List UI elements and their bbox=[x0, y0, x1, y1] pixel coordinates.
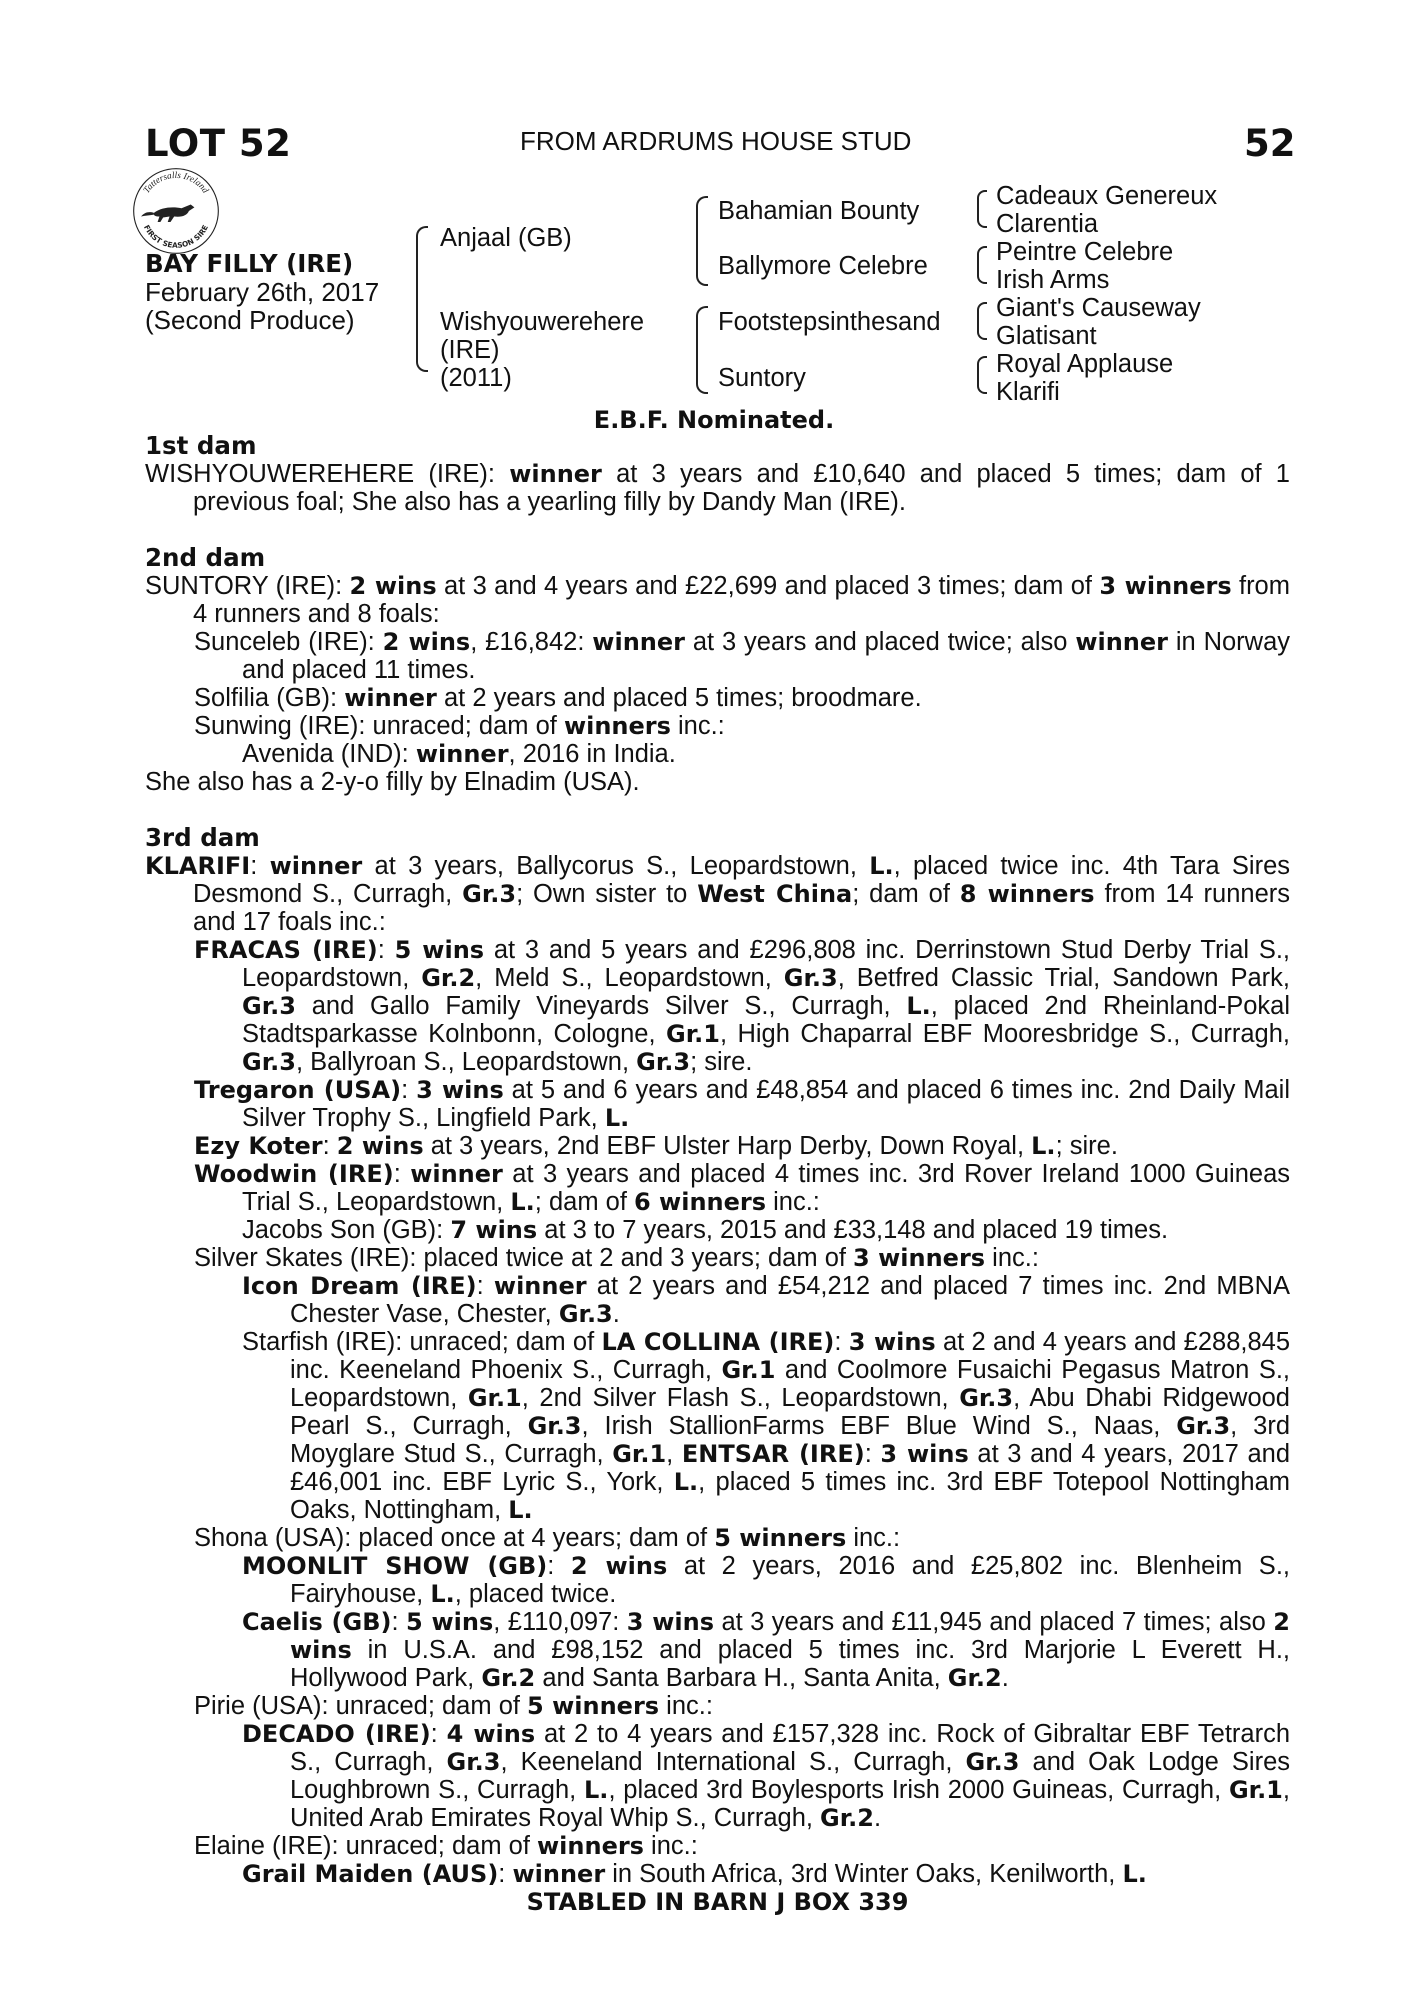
produce-entry: Tregaron (USA): 3 wins at 5 and 6 years and £48,854 and placed 6 times inc. 2nd Daily Mail Silver Trophy S., Lingfield Park, L. bbox=[194, 1076, 1291, 1132]
third-dam-heading: 3rd dam bbox=[145, 823, 260, 852]
produce-entry: Ezy Koter: 2 wins at 3 years, 2nd EBF Ulster Harp Derby, Down Royal, L.; sire. bbox=[194, 1132, 1118, 1160]
brace-g3 bbox=[977, 302, 987, 340]
produce-entry: She also has a 2-y-o filly by Elnadim (USA). bbox=[145, 768, 640, 796]
pedigree-g8: Klarifi bbox=[996, 378, 1060, 406]
second-dam-heading: 2nd dam bbox=[145, 543, 266, 572]
produce-entry: Pirie (USA): unraced; dam of 5 winners inc.: bbox=[194, 1692, 713, 1720]
lot-number: 52 bbox=[1244, 122, 1296, 165]
first-dam-entry: WISHYOUWEREHERE (IRE): winner at 3 years and £10,640 and placed 5 times; dam of 1 previous foal; She also has a yearling filly by Dandy Man (IRE). bbox=[145, 460, 1290, 516]
brace-g4 bbox=[977, 356, 987, 394]
fox-icon bbox=[141, 205, 194, 222]
produce-entry: Elaine (IRE): unraced; dam of winners inc.: bbox=[194, 1832, 698, 1860]
second-dam-entry: SUNTORY (IRE): 2 wins at 3 and 4 years and £22,699 and placed 3 times; dam of 3 winners from 4 runners and 8 foals: bbox=[145, 572, 1290, 628]
badge-top-text: Tattersalls Ireland bbox=[141, 169, 211, 195]
brace-g2 bbox=[977, 246, 987, 284]
produce-entry: Woodwin (IRE): winner at 3 years and placed 4 times inc. 3rd Rover Ireland 1000 Guineas Trial S., Leopardstown, L.; dam of 6 winners inc.: bbox=[194, 1160, 1291, 1216]
pedigree-dam-line2: (IRE) bbox=[440, 336, 500, 364]
brace-sire bbox=[696, 196, 708, 286]
pedigree-sire-dam: Ballymore Celebre bbox=[718, 252, 928, 280]
subject-block bbox=[145, 250, 379, 334]
produce-entry: FRACAS (IRE): 5 wins at 3 and 5 years and £296,808 inc. Derrinstown Stud Derby Trial S., Leopardstown, Gr.2, Meld S., Leopardstown, Gr.3, Betfred Classic Trial, Sandown Park, Gr.3 and Gallo Family Vineyards Silver S., Curragh, L., placed 2nd Rheinland-Pokal Stadtsparkasse Kolnbonn, Cologne, Gr.1, High Chaparral EBF Mooresbridge S., Curragh, Gr.3, Ballyroan S., Leopardstown, Gr.3; sire. bbox=[194, 936, 1291, 1076]
brace-dam bbox=[696, 306, 708, 394]
produce-entry: Starfish (IRE): unraced; dam of LA COLLINA (IRE): 3 wins at 2 and 4 years and £288,845 inc. Keeneland Phoenix S., Curragh, Gr.1 and Coolmore Fusaichi Pegasus Matron S., Leopardstown, Gr.1, 2nd Silver Flash S., Leopardstown, Gr.3, Abu Dhabi Ridgewood Pearl S., Curragh, Gr.3, Irish StallionFarms EBF Blue Wind S., Naas, Gr.3, 3rd Moyglare Stud S., Curragh, Gr.1, ENTSAR (IRE): 3 wins at 3 and 4 years, 2017 and £46,001 inc. EBF Lyric S., York, L., placed 5 times inc. 3rd EBF Totepool Nottingham Oaks, Nottingham, L. bbox=[242, 1328, 1291, 1524]
stabling-info: STABLED IN BARN J BOX 339 bbox=[526, 1888, 909, 1916]
produce-entry: Grail Maiden (AUS): winner in South Africa, 3rd Winter Oaks, Kenilworth, L. bbox=[242, 1860, 1147, 1888]
pedigree-dam-line3: (2011) bbox=[440, 364, 512, 392]
first-dam-heading: 1st dam bbox=[145, 431, 257, 460]
brace-main bbox=[416, 226, 428, 372]
produce-entry: DECADO (IRE): 4 wins at 2 to 4 years and £157,328 inc. Rock of Gibraltar EBF Tetrarch S., Curragh, Gr.3, Keeneland International S., Curragh, Gr.3 and Oak Lodge Sires Loughbrown S., Curragh, L., placed 3rd Boylesports Irish 2000 Guineas, Curragh, Gr.1, United Arab Emirates Royal Whip S., Curragh, Gr.2. bbox=[242, 1720, 1291, 1832]
pedigree-sire-sire: Bahamian Bounty bbox=[718, 197, 920, 225]
pedigree-g4: Irish Arms bbox=[996, 266, 1110, 294]
pedigree-dam bbox=[440, 308, 644, 392]
produce-entry: Sunceleb (IRE): 2 wins, £16,842: winner at 3 years and placed twice; also winner in Norway and placed 11 times. bbox=[194, 628, 1290, 684]
produce-entry: Jacobs Son (GB): 7 wins at 3 to 7 years, 2015 and £33,148 and placed 19 times. bbox=[242, 1216, 1169, 1244]
produce-entry: Silver Skates (IRE): placed twice at 2 and 3 years; dam of 3 winners inc.: bbox=[194, 1244, 1039, 1272]
pedigree-dam-dam: Suntory bbox=[718, 364, 806, 392]
pedigree-g6: Glatisant bbox=[996, 322, 1097, 350]
produce-entry: Solfilia (GB): winner at 2 years and placed 5 times; broodmare. bbox=[194, 684, 922, 712]
produce-entry: Avenida (IND): winner, 2016 in India. bbox=[242, 740, 676, 768]
pedigree-g5: Giant's Causeway bbox=[996, 294, 1201, 322]
pedigree-dam-sire: Footstepsinthesand bbox=[718, 308, 941, 336]
pedigree-g7: Royal Applause bbox=[996, 350, 1174, 378]
ebf-nomination: E.B.F. Nominated. bbox=[593, 406, 835, 434]
pedigree-sire: Anjaal (GB) bbox=[440, 224, 572, 252]
vendor-title: FROM ARDRUMS HOUSE STUD bbox=[520, 126, 912, 156]
produce-entry: Sunwing (IRE): unraced; dam of winners inc.: bbox=[194, 712, 725, 740]
brace-g1 bbox=[977, 190, 987, 228]
pedigree-g1: Cadeaux Genereux bbox=[996, 182, 1218, 210]
third-dam-entry: KLARIFI: winner at 3 years, Ballycorus S., Leopardstown, L., placed twice inc. 4th Tara Sires Desmond S., Curragh, Gr.3; Own sister to West China; dam of 8 winners from 14 runners and 17 foals inc.: bbox=[145, 852, 1291, 936]
subject-name: BAY FILLY (IRE) bbox=[145, 249, 354, 278]
pedigree-g2: Clarentia bbox=[996, 210, 1099, 238]
subject-foaled: February 26th, 2017 bbox=[145, 277, 380, 307]
produce-entry: Icon Dream (IRE): winner at 2 years and £54,212 and placed 7 times inc. 2nd MBNA Chester Vase, Chester, Gr.3. bbox=[242, 1272, 1291, 1328]
pedigree-dam-line1: Wishyouwerehere bbox=[440, 308, 645, 336]
first-season-sire-badge bbox=[130, 165, 222, 257]
subject-produce: (Second Produce) bbox=[145, 305, 355, 335]
badge-bottom-text: FIRST SEASON SIRE bbox=[141, 223, 211, 250]
produce-entry: MOONLIT SHOW (GB): 2 wins at 2 years, 2016 and £25,802 inc. Blenheim S., Fairyhouse, L., placed twice. bbox=[242, 1552, 1290, 1608]
lot-label: LOT 52 bbox=[145, 122, 292, 165]
catalogue-body bbox=[145, 432, 1290, 1916]
pedigree-g3: Peintre Celebre bbox=[996, 238, 1174, 266]
produce-entry: Caelis (GB): 5 wins, £110,097: 3 wins at 3 years and £11,945 and placed 7 times; also 2 wins in U.S.A. and £98,152 and placed 5 times inc. 3rd Marjorie L Everett H., Hollywood Park, Gr.2 and Santa Barbara H., Santa Anita, Gr.2. bbox=[242, 1608, 1290, 1692]
produce-entry: Shona (USA): placed once at 4 years; dam of 5 winners inc.: bbox=[194, 1524, 901, 1552]
